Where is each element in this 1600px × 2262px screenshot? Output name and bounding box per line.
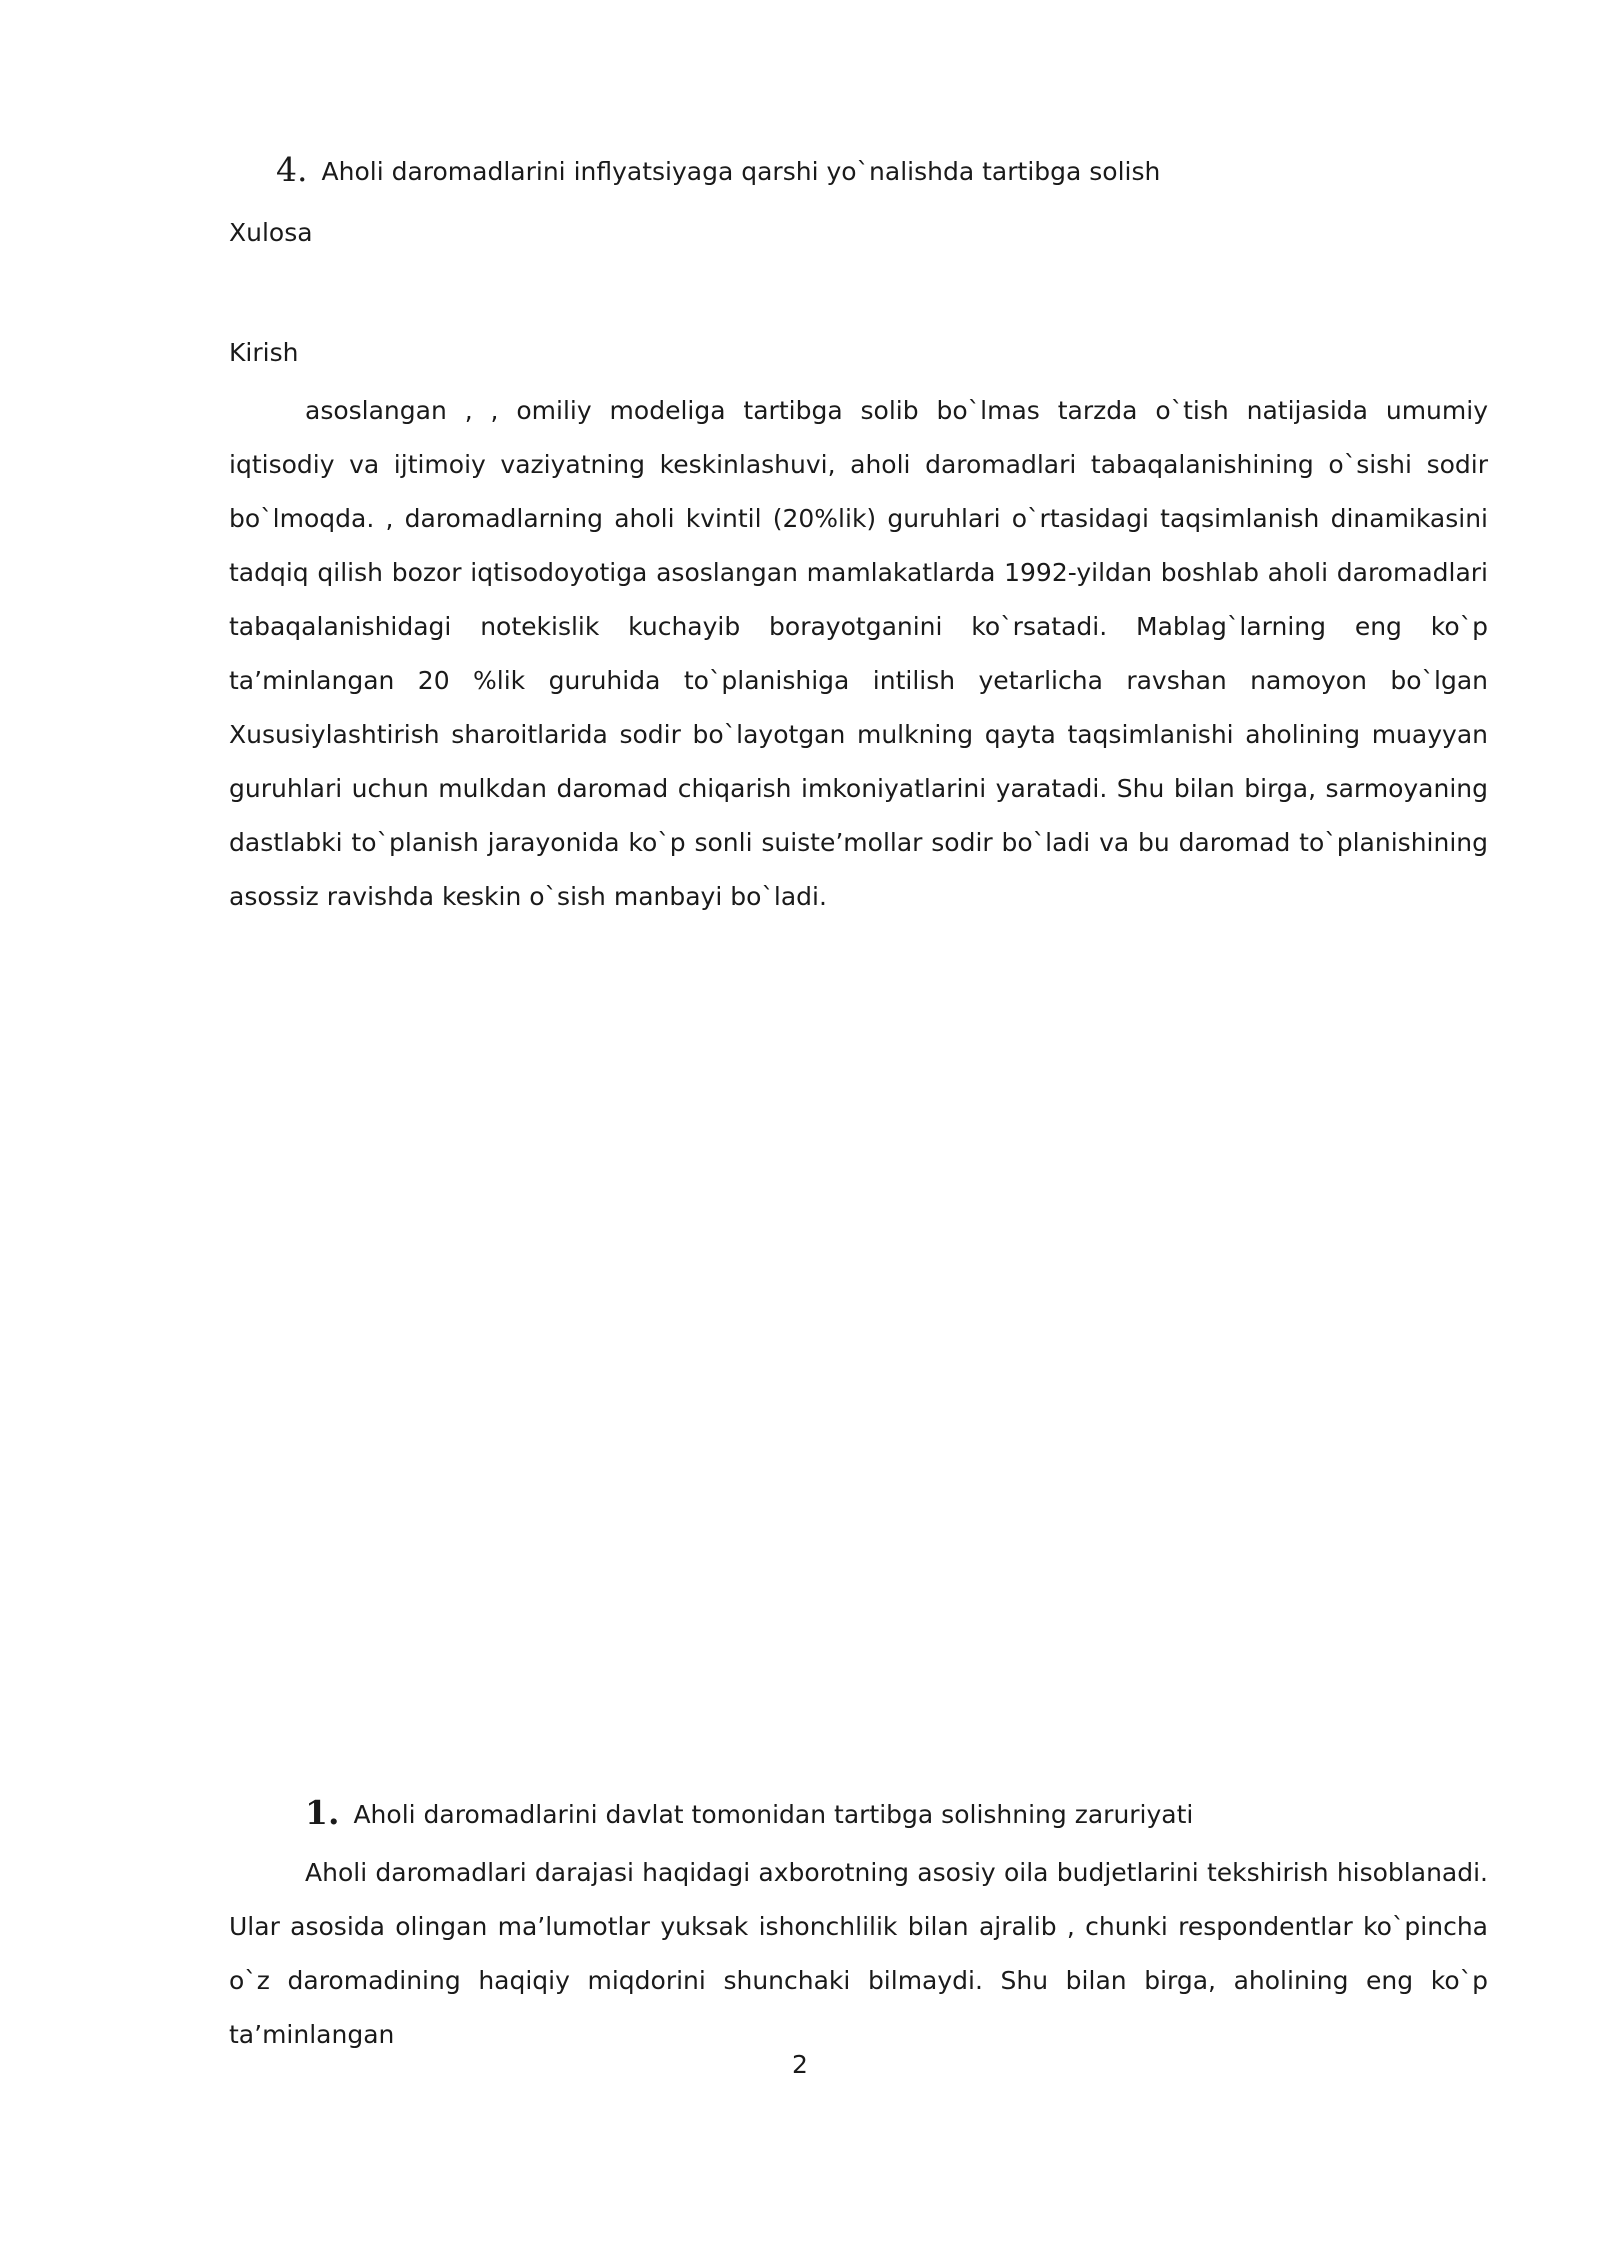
intro-paragraph: asoslangan , , omiliy modeliga tartibga solib bo`lmas tarzda o`tish natijasida umumiy iqtisodiy va ijtimoiy vaziyatning keskinlashuvi, aholi daromadlari tabaqalanishining o`sishi sodir bo`lmoqda. , daromadlarning aholi kvintil (20%lik) guruhlari o`rtasidagi taqsimlanish dinamikasini tadqiq qilish bozor iqtisodoyotiga asoslangan mamlakatlarda 1992-yildan boshlab aholi daromadlari tabaqalanishidagi notekislik kuchayib borayotganini ko`rsatadi. Mablag`larning eng ko`p ta’minlangan 20 %lik guruhida to`planishiga intilish yetarlicha ravshan namoyon bo`lgan Xususiylashtirish sharoitlarida sodir bo`layotgan mulkning qayta taqsimlanishi aholining muayyan guruhlari uchun mulkdan daromad chiqarish imkoniyatlarini yaratadi. Shu bilan birga, sarmoyaning dastlabki to`planish jarayonida ko`p sonli suiste’mollar sodir bo`ladi va bu daromad to`planishining asossiz ravishda keskin o`sish manbayi bo`ladi.: [229, 396, 1488, 911]
toc-conclusion: Xulosa: [229, 218, 313, 247]
toc-item-title: Aholi daromadlarini inflyatsiyaga qarshi yo`nalishda tartibga solish: [321, 157, 1161, 186]
section-1-title: Aholi daromadlarini davlat tomonidan tartibga solishning zaruriyati: [353, 1800, 1194, 1829]
intro-heading: Kirish: [229, 338, 299, 367]
toc-item-number: 4.: [276, 150, 308, 189]
section-1-paragraph: Aholi daromadlari darajasi haqidagi axborotning asosiy oila budjetlarini tekshirish hisoblanadi. Ular asosida olingan ma’lumotlar yuksak ishonchlilik bilan ajralib , chunki respondentlar ko`pincha o`z daromadining haqiqiy miqdorini shunchaki bilmaydi. Shu bilan birga, aholining eng ko`p ta’minlangan: [229, 1858, 1488, 2049]
toc-item-4: [276, 150, 1160, 189]
section-1-heading: [305, 1793, 1193, 1832]
section-1-number: 1.: [305, 1793, 340, 1832]
section-1-body: [229, 1846, 1488, 2062]
intro-body: [229, 384, 1488, 924]
page-number: 2: [792, 2050, 808, 2079]
